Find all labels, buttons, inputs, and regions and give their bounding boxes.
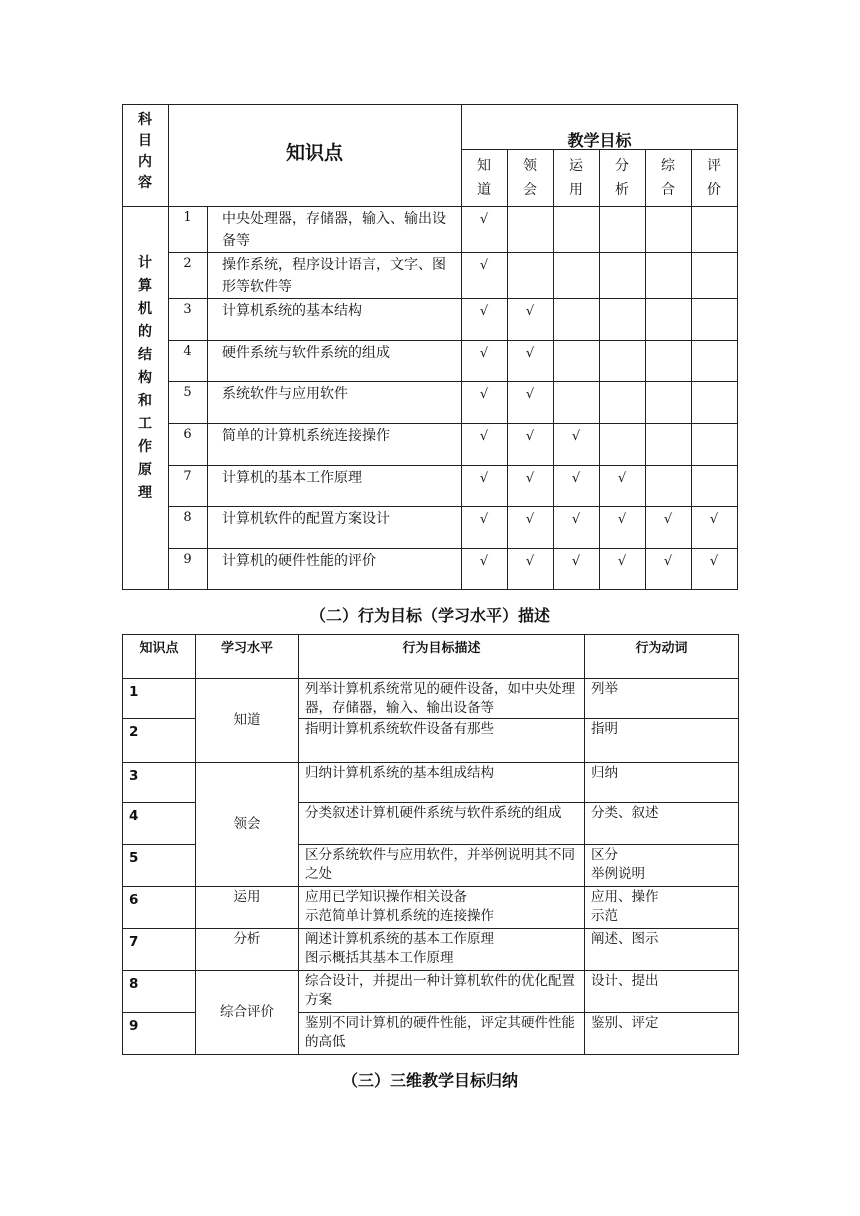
check-mark: √ <box>663 554 673 569</box>
check-mark: √ <box>479 554 489 569</box>
row-number: 8 <box>123 971 196 1013</box>
check-mark: √ <box>525 346 535 361</box>
check-mark: √ <box>479 387 489 402</box>
check-mark: √ <box>525 512 535 527</box>
goal-level-header: 知道 <box>477 158 491 198</box>
behavior-description: 分类叙述计算机硬件系统与软件系统的组成 <box>299 803 585 845</box>
knowledge-row-number: 2 <box>183 256 192 271</box>
goal-level-header: 综合 <box>661 158 675 198</box>
behavior-description: 归纳计算机系统的基本组成结构 <box>299 763 585 803</box>
behavior-verb: 鉴别、评定 <box>585 1013 739 1055</box>
behavior-description: 区分系统软件与应用软件，并举例说明其不同之处 <box>299 845 585 887</box>
check-mark: √ <box>663 512 673 527</box>
knowledge-row-number: 4 <box>183 344 192 359</box>
row-number: 1 <box>123 679 196 719</box>
row-number: 6 <box>123 887 196 929</box>
check-mark: √ <box>479 512 489 527</box>
row-number: 7 <box>123 929 196 971</box>
check-mark: √ <box>479 471 489 486</box>
level-synthesize-evaluate: 综合评价 <box>196 971 299 1055</box>
knowledge-row-number: 5 <box>183 385 192 400</box>
behavior-verb: 设计、提出 <box>585 971 739 1013</box>
knowledge-column-header: 知识点 <box>285 142 343 164</box>
row-number: 9 <box>123 1013 196 1055</box>
knowledge-row-number: 7 <box>183 469 192 484</box>
knowledge-row-number: 8 <box>183 510 192 525</box>
behavior-description: 阐述计算机系统的基本工作原理 图示概括其基本工作原理 <box>299 929 585 971</box>
section-3-heading: （三）三维教学目标归纳 <box>341 1071 518 1090</box>
behavior-verb: 区分 举例说明 <box>585 845 739 887</box>
knowledge-row-number: 3 <box>183 302 192 317</box>
behavior-verb: 分类、叙述 <box>585 803 739 845</box>
check-mark: √ <box>571 429 581 444</box>
row-number: 4 <box>123 803 196 845</box>
header-knowledge-point: 知识点 <box>123 635 196 679</box>
check-mark: √ <box>479 346 489 361</box>
check-mark: √ <box>525 304 535 319</box>
check-mark: √ <box>479 258 489 273</box>
knowledge-point-text: 计算机软件的配置方案设计 <box>222 511 390 527</box>
check-mark: √ <box>525 471 535 486</box>
knowledge-row-number: 6 <box>183 427 192 442</box>
header-behavior-description: 行为目标描述 <box>299 635 585 679</box>
check-mark: √ <box>617 471 627 486</box>
knowledge-point-text: 计算机的基本工作原理 <box>222 470 362 486</box>
goal-matrix-table <box>122 104 738 590</box>
section-2-heading: （二）行为目标（学习水平）描述 <box>309 606 550 625</box>
row-number: 5 <box>123 845 196 887</box>
teaching-goal-header: 教学目标 <box>567 131 632 150</box>
knowledge-point-text: 简单的计算机系统连接操作 <box>222 428 390 444</box>
check-mark: √ <box>571 471 581 486</box>
knowledge-point-text: 操作系统，程序设计语言，文字、图形等软件等 <box>222 257 446 295</box>
check-mark: √ <box>479 212 489 227</box>
behavior-description: 综合设计，并提出一种计算机软件的优化配置方案 <box>299 971 585 1013</box>
behavior-goal-table <box>122 634 739 1055</box>
level-apply: 运用 <box>196 887 299 929</box>
behavior-description: 列举计算机系统常见的硬件设备，如中央处理器，存储器，输入、输出设备等 <box>299 679 585 719</box>
knowledge-row-number: 9 <box>183 552 192 567</box>
behavior-description: 指明计算机系统软件设备有那些 <box>299 719 585 763</box>
knowledge-row-number: 1 <box>183 210 192 225</box>
subject-column-header: 科目内容 <box>138 112 152 191</box>
knowledge-point-text: 系统软件与应用软件 <box>222 386 348 402</box>
header-behavior-verb: 行为动词 <box>585 635 739 679</box>
check-mark: √ <box>571 554 581 569</box>
check-mark: √ <box>571 512 581 527</box>
check-mark: √ <box>709 512 719 527</box>
level-comprehend: 领会 <box>196 763 299 887</box>
behavior-verb: 指明 <box>585 719 739 763</box>
check-mark: √ <box>525 554 535 569</box>
row-number: 3 <box>123 763 196 803</box>
goal-level-header: 运用 <box>569 158 583 198</box>
behavior-description: 鉴别不同计算机的硬件性能，评定其硬件性能的高低 <box>299 1013 585 1055</box>
subject-label: 计算机的结构和工作原理 <box>138 255 152 501</box>
check-mark: √ <box>617 512 627 527</box>
goal-level-header: 领会 <box>523 158 537 198</box>
goal-level-header: 评价 <box>707 158 721 198</box>
check-mark: √ <box>525 429 535 444</box>
header-learning-level: 学习水平 <box>196 635 299 679</box>
goal-level-header: 分析 <box>615 158 629 198</box>
level-analyze: 分析 <box>196 929 299 971</box>
check-mark: √ <box>617 554 627 569</box>
check-mark: √ <box>479 429 489 444</box>
behavior-description: 应用已学知识操作相关设备 示范简单计算机系统的连接操作 <box>299 887 585 929</box>
knowledge-point-text: 硬件系统与软件系统的组成 <box>222 345 390 361</box>
behavior-verb: 应用、操作 示范 <box>585 887 739 929</box>
knowledge-point-text: 计算机的硬件性能的评价 <box>222 553 376 569</box>
check-mark: √ <box>479 304 489 319</box>
knowledge-point-text: 中央处理器，存储器，输入、输出设备等 <box>222 211 446 249</box>
behavior-verb: 归纳 <box>585 763 739 803</box>
behavior-verb: 列举 <box>585 679 739 719</box>
check-mark: √ <box>525 387 535 402</box>
row-number: 2 <box>123 719 196 763</box>
check-mark: √ <box>709 554 719 569</box>
knowledge-point-text: 计算机系统的基本结构 <box>222 303 362 319</box>
behavior-verb: 阐述、图示 <box>585 929 739 971</box>
level-know: 知道 <box>196 679 299 763</box>
